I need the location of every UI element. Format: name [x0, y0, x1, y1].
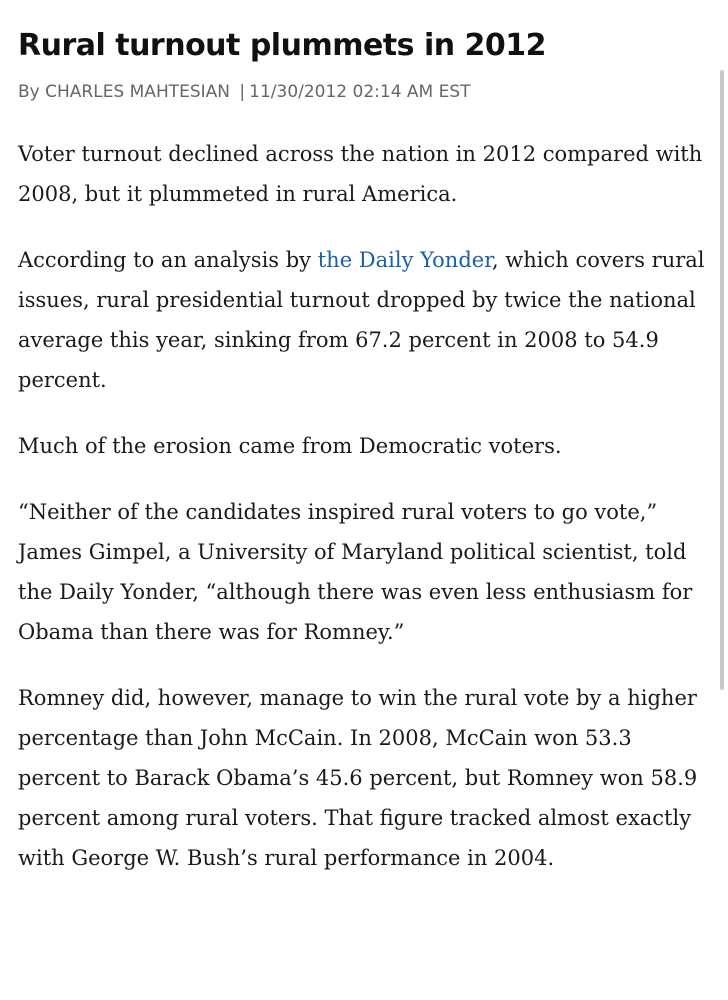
byline [18, 82, 712, 102]
paragraph-4: “Neither of the candidates inspired rural voters to go vote,” James Gimpel, a University of Maryland political scientist, told the Daily Yonder, “although there was even less enthusiasm for Obama than there was for Romney.” [18, 500, 693, 644]
byline-datetime: 11/30/2012 02:14 AM EST [249, 82, 471, 102]
daily-yonder-link[interactable]: the Daily Yonder [317, 248, 492, 272]
paragraph-2-intro: According to an analysis by [18, 248, 318, 272]
paragraph-2-rest: , which covers rural issues, rural presidential turnout dropped by twice the national average this year, sinking from 67.2 percent in 2008 to 54.9 percent. [18, 248, 705, 392]
paragraph-1: Voter turnout declined across the nation in 2012 compared with 2008, but it plummeted in rural America. [18, 142, 703, 206]
paragraph-3: Much of the erosion came from Democratic voters. [18, 434, 562, 458]
scrollbar[interactable] [720, 70, 724, 690]
byline-prefix: By [18, 82, 40, 102]
paragraph-5: Romney did, however, manage to win the rural vote by a higher percentage than John McCain. In 2008, McCain won 53.3 percent to Barack Obama’s 45.6 percent, but Romney won 58.9 percent among rural voters. That figure tracked almost exactly with George W. Bush’s rural performance in 2004. [18, 686, 698, 870]
byline-separator: | [239, 82, 246, 102]
article-body [18, 134, 712, 878]
page-title: Rural turnout plummets in 2012 [18, 28, 547, 63]
article [18, 28, 712, 878]
byline-author: CHARLES MAHTESIAN [45, 82, 230, 102]
paragraph-2 [18, 240, 712, 400]
